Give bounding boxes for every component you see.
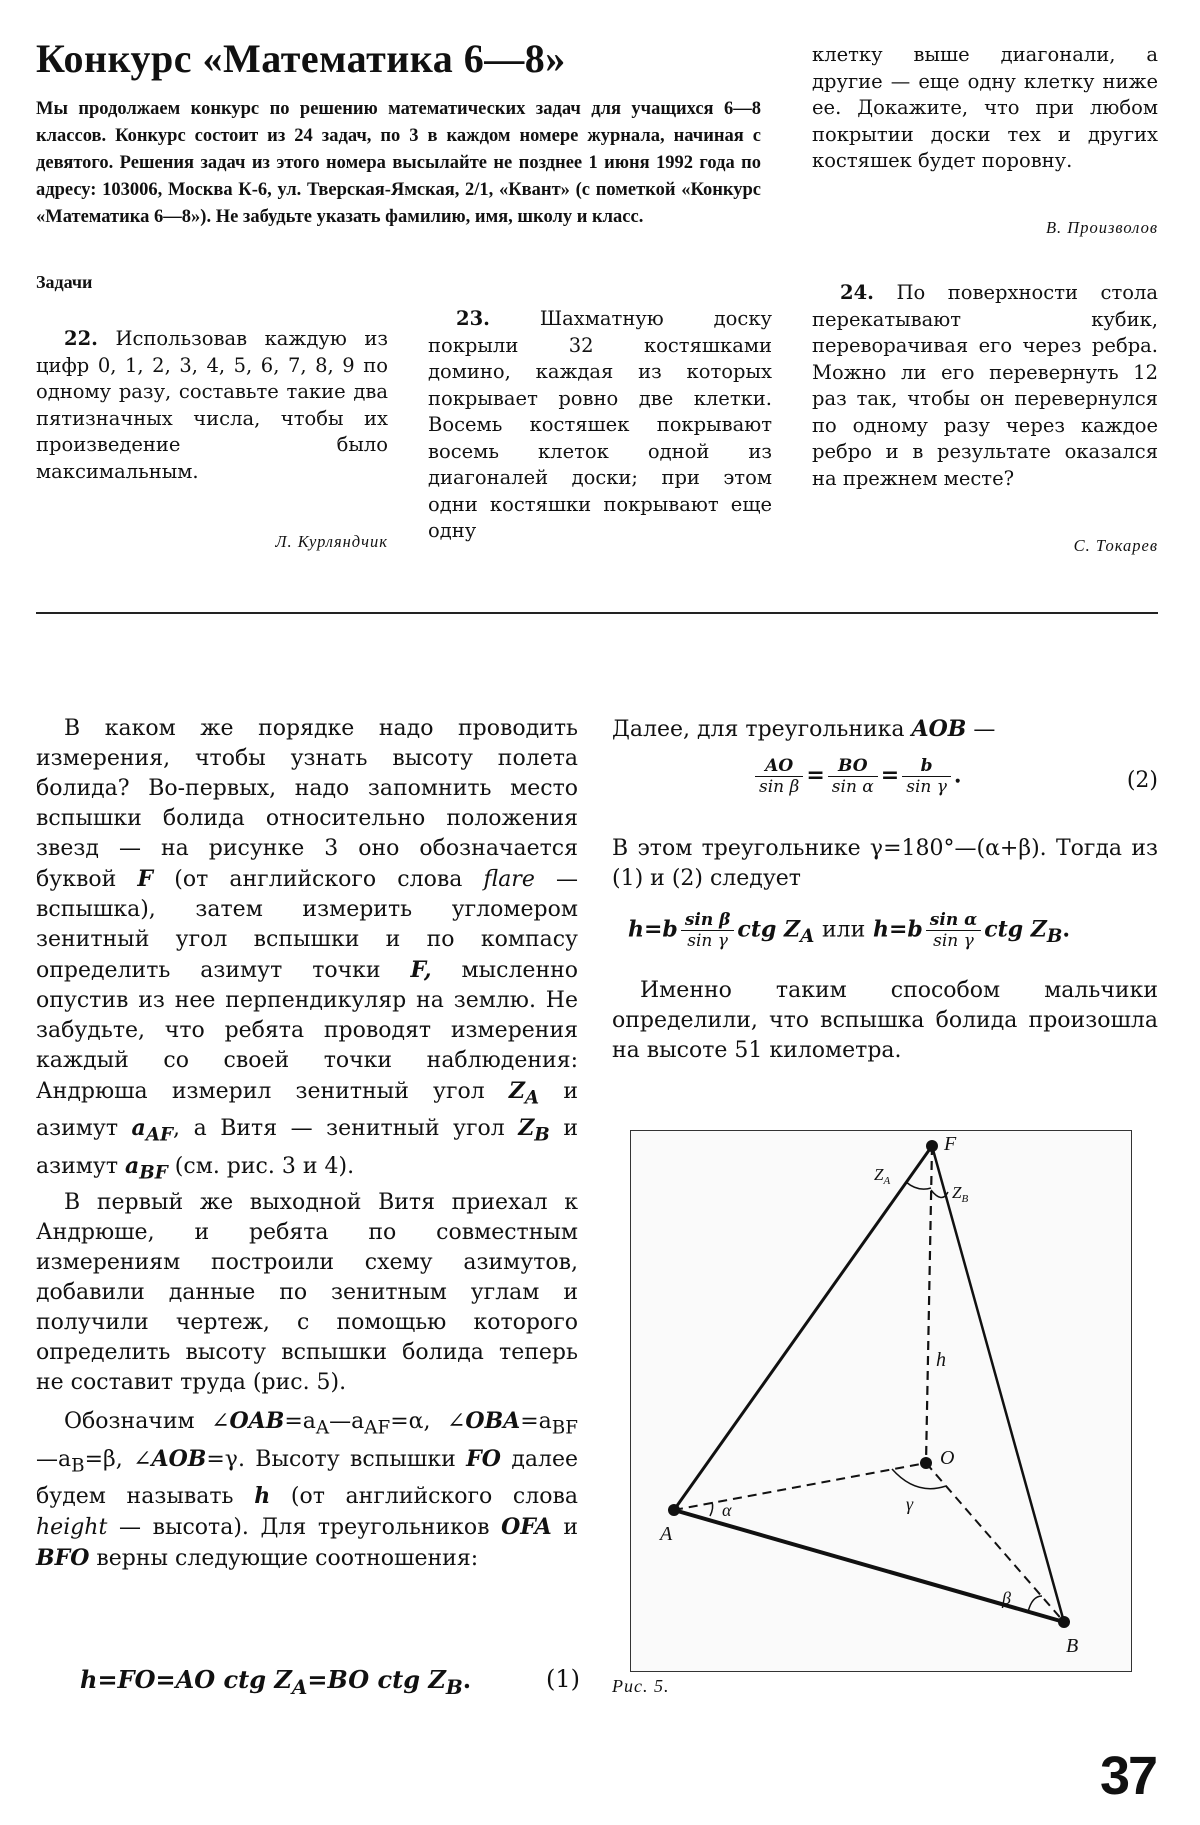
formula-3: h=b $\frac{\text{sin β}}{\text{sin γ}}$ ctg $Z_A$ или h=b $\frac{\text{sin α}}{\text{sin γ}}$ ctg $Z_B$. (628, 910, 1071, 951)
point-O (920, 1457, 932, 1469)
problem-text: Использовав каждую из цифр 0, 1, 2, 3, 4, 5, 6, 7, 8, 9 по одному разу, составьте такие два пятизначных числа, чтобы их произведение было максимальным. (36, 327, 388, 483)
problem-number: 24. (840, 281, 874, 304)
paragraph-2: В первый же выходной Витя приехал к Андрюше, и ребята по совместным измерениям построили схему азимутов, добавили данные по зенитным углам и получили чертеж, с помощью которого определить высоту вспышки болида теперь не составит труда (рис. 5). (36, 1190, 578, 1396)
page-number: 37 (1100, 1746, 1157, 1806)
label-A: A (660, 1523, 673, 1545)
problem-22-author: Л. Курляндчик (275, 532, 388, 551)
arc-beta (1028, 1596, 1042, 1612)
problem-22 (36, 326, 388, 485)
edge-FB (932, 1146, 1064, 1622)
label-ZA: $Z_A$ (874, 1165, 891, 1187)
label-F: F (944, 1133, 957, 1155)
problem-24 (812, 280, 1158, 492)
label-alpha: α (722, 1500, 732, 1520)
edge-FA (674, 1146, 932, 1510)
label-h: h (936, 1349, 946, 1371)
right-paragraph-1: Далее, для треугольника AOB — (612, 716, 996, 742)
right-paragraph-3: Именно таким способом мальчики определили, что вспышка болида произошла на высоте 51 километра. (612, 978, 1158, 1063)
edge-OB (926, 1463, 1064, 1622)
paragraph-3: Обозначим $\angle OAB=a_A—a_{AF}=\alpha$, $\angle OBA=a_{BF}—a_B=\beta$, ∠AOB=γ. Высоту вспышки FO далее будем называть h (от английского слова height — высота). Для треугольников OFA и BFO верны следующие соотношения: (36, 1408, 579, 1571)
article-left-column (36, 714, 578, 1574)
right-paragraph-2: В этом треугольнике γ=180°—(α+β). Тогда из (1) и (2) следует (612, 836, 1158, 891)
label-B: B (1066, 1635, 1079, 1657)
problem-23-author: В. Произволов (1045, 218, 1158, 237)
edge-FO (926, 1146, 932, 1463)
contest-intro: Мы продолжаем конкурс по решению математических задач для учащихся 6—8 классов. Конкурс состоит из 24 задач, по 3 в каждом номере журнала, начиная с девятого. Решения задач из этого номера высылайте не позднее 1 июня 1992 года по адресу: 103006, Москва К-6, ул. Тверская-Ямская, 2/1, «Квант» (с пометкой «Конкурс «Математика 6—8»). Не забудьте указать фамилию, имя, школу и класс. (36, 99, 761, 227)
section-divider (36, 612, 1158, 614)
problem-text: Шахматную доску покрыли 32 костяшками домино, каждая из которых покрывает ровно две клетки. Восемь костяшек покрывают восемь клеток одной из диагоналей доски; при этом одни костяшки покрывают еще одну (428, 307, 773, 542)
tasks-label: Задачи (36, 272, 93, 292)
arc-ZA (906, 1182, 931, 1189)
point-A (668, 1504, 680, 1516)
formula-1: h=FO=AO ctg $Z_A=BO$ ctg $Z_B$. (1) (80, 1665, 580, 1699)
problem-number: 23. (456, 307, 490, 330)
label-gamma: γ (906, 1494, 914, 1514)
problem-23 (428, 306, 772, 545)
problem-24-author: С. Токарев (1073, 536, 1158, 555)
problem-number: 22. (64, 327, 98, 350)
figure-caption: Рис. 5. (612, 1676, 670, 1696)
arc-gamma (892, 1469, 946, 1489)
label-beta: β (1002, 1588, 1011, 1608)
article-right-column (612, 714, 1158, 745)
label-ZB: $Z_B$ (952, 1183, 969, 1205)
problem-23-continued: клетку выше диагонали, а другие — еще одну клетку ниже ее. Докажите, что при любом покрытии доски тех и других костяшек будет поровну. (812, 43, 1158, 172)
label-O: O (940, 1447, 955, 1469)
paragraph-1: В каком же порядке надо проводить измерения, чтобы узнать высоту полета болида? Во-первых, надо запомнить место вспышки болида относительно положения звезд — на рисунке 3 оно обозначается буквой F (от английского слова flare — вспышка), затем измерить угломером зенитный угол вспышки и по компасу определить азимут точки F, мысленно опустив из нее перпендикуляр на землю. Не забудьте, что ребята проводят измерения каждый со своей точки наблюдения: Андрюша измерил зенитный угол $Z_A$ и азимут $a_{AF}$, а Витя — зенитный угол $Z_B$ и азимут $a_{BF}$ (см. рис. 3 и 4). (36, 716, 579, 1184)
point-B (1058, 1616, 1070, 1628)
point-F (926, 1140, 938, 1152)
contest-title: Конкурс «Математика 6—8» (36, 36, 566, 81)
problem-text: По поверхности стола перекатывают кубик, переворачивая его через ребра. Можно ли его перевернуть 12 раз так, чтобы он перевернулся по одному разу через каждое ребро и в результате оказался на прежнем месте? (812, 281, 1158, 490)
formula-2: $\frac{AO}{\text{sin β}}$ = $\frac{BO}{\text{sin α}}$ = $\frac{b}{\text{sin γ}}$ . (2) (752, 756, 1158, 797)
figure-5-diagram (630, 1130, 1130, 1670)
